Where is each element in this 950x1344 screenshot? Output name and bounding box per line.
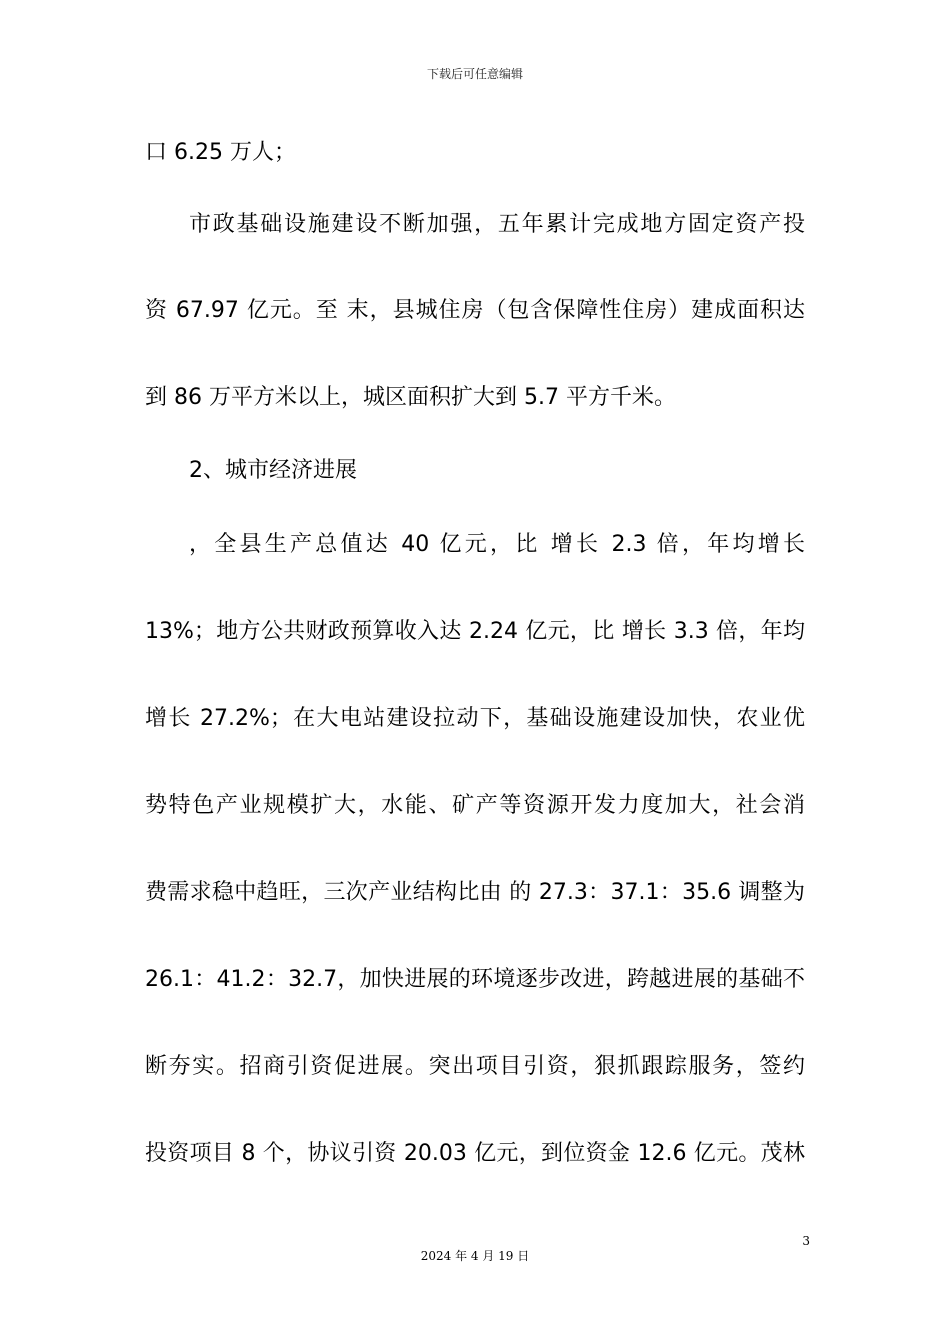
body-line-9: 势特色产业规模扩大，水能、矿产等资源开发力度加大，社会消	[145, 793, 805, 818]
body-line-4: 到 86 万平方米以上，城区面积扩大到 5.7 平方千米。	[145, 385, 676, 410]
body-line-1: 口 6.25 万人；	[145, 140, 296, 165]
body-line-6: ，全县生产总值达 40 亿元，比 增长 2.3 倍，年均增长	[189, 532, 805, 557]
body-line-11: 26.1：41.2：32.7，加快进展的环境逐步改进，跨越进展的基础不	[145, 967, 805, 992]
body-line-2: 市政基础设施建设不断加强，五年累计完成地方固定资产投	[189, 212, 805, 237]
body-line-10: 费需求稳中趋旺，三次产业结构比由 的 27.3：37.1：35.6 调整为	[145, 880, 805, 905]
page-number: 3	[802, 1234, 810, 1248]
footer-date: 2024 年 4 月 19 日	[420, 1249, 530, 1263]
body-line-13: 投资项目 8 个，协议引资 20.03 亿元，到位资金 12.6 亿元。茂林	[145, 1141, 805, 1166]
body-line-12: 断夯实。招商引资促进展。突出项目引资，狠抓跟踪服务，签约	[145, 1054, 805, 1079]
body-line-3: 资 67.97 亿元。至 末，县城住房（包含保障性住房）建成面积达	[145, 298, 805, 323]
body-line-8: 增长 27.2%；在大电站建设拉动下，基础设施建设加快，农业优	[145, 706, 805, 731]
section-heading: 2、城市经济进展	[189, 458, 357, 483]
page-header: 下载后可任意编辑	[426, 67, 523, 81]
body-line-7: 13%；地方公共财政预算收入达 2.24 亿元，比 增长 3.3 倍，年均	[145, 619, 805, 644]
